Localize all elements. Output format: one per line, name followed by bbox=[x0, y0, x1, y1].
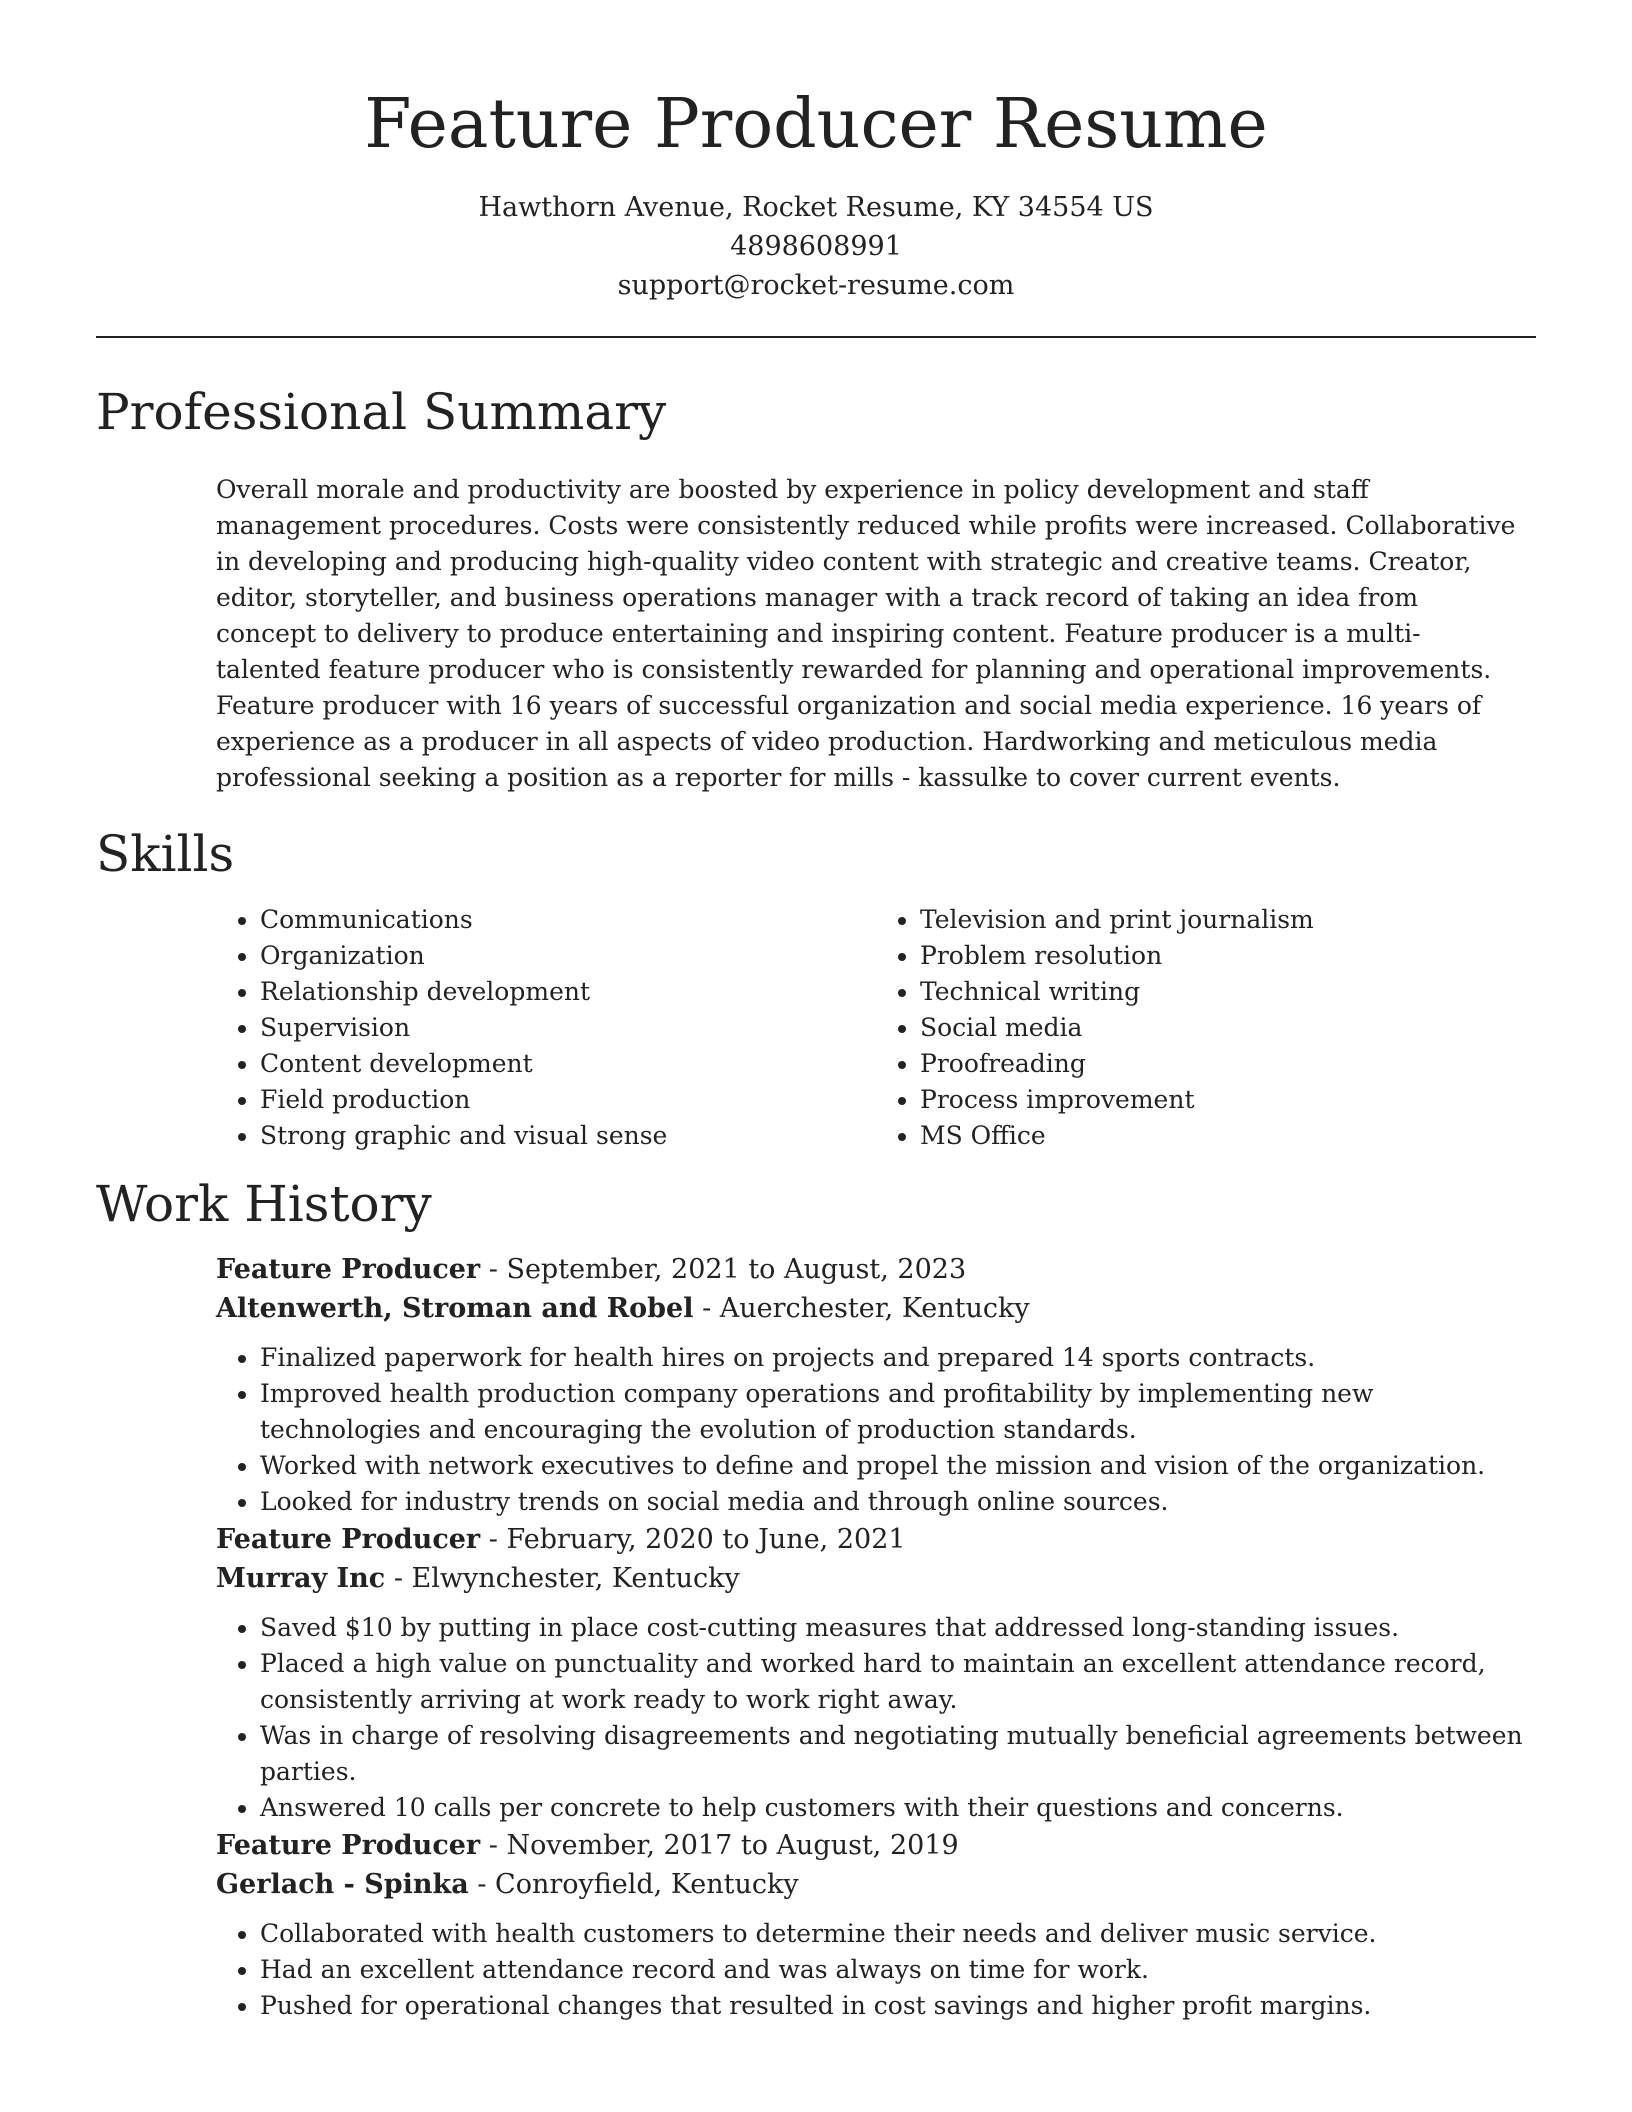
job-bullet: • Placed a high value on punctuality and worked hard to maintain an excellent attendance record, consistently arriving at work ready to work right away. bbox=[260, 1646, 1524, 1718]
work-history-list bbox=[96, 1250, 1536, 2024]
job-bullet: • Improved health production company operations and profitability by implementing new technologies and encouraging the evolution of production standards. bbox=[260, 1376, 1524, 1448]
job-title-line bbox=[216, 1520, 1524, 1559]
job-role: Feature Producer bbox=[216, 1523, 481, 1555]
job-title-line bbox=[216, 1826, 1524, 1865]
job-bullets bbox=[216, 1340, 1524, 1520]
job-bullet: • Finalized paperwork for health hires on projects and prepared 14 sports contracts. bbox=[260, 1340, 1524, 1376]
job-bullet: • Collaborated with health customers to determine their needs and deliver music service. bbox=[260, 1916, 1524, 1952]
skill-item: • MS Office bbox=[920, 1118, 1536, 1154]
company-line bbox=[216, 1289, 1524, 1328]
job-dates: - February, 2020 to June, 2021 bbox=[480, 1523, 906, 1555]
job-dates: - November, 2017 to August, 2019 bbox=[480, 1829, 959, 1861]
work-history-heading: Work History bbox=[96, 1174, 432, 1233]
job-role: Feature Producer bbox=[216, 1253, 481, 1285]
job-bullet: • Was in charge of resolving disagreements and negotiating mutually beneficial agreements between parties. bbox=[260, 1718, 1524, 1790]
company-name: Altenwerth, Stroman and Robel bbox=[216, 1292, 694, 1324]
job-role: Feature Producer bbox=[216, 1829, 481, 1861]
job-entry bbox=[216, 1826, 1524, 2024]
address: Hawthorn Avenue, Rocket Resume, KY 34554 US bbox=[478, 191, 1154, 223]
job-entry bbox=[216, 1520, 1524, 1826]
skill-item: • Field production bbox=[260, 1082, 876, 1118]
skills-column-left bbox=[216, 902, 876, 1154]
skill-item: • Social media bbox=[920, 1010, 1536, 1046]
skills-column-right bbox=[876, 902, 1536, 1154]
company-line bbox=[216, 1865, 1524, 1904]
skill-item: • Organization bbox=[260, 938, 876, 974]
job-bullet: • Answered 10 calls per concrete to help customers with their questions and concerns. bbox=[260, 1790, 1524, 1826]
company-name: Gerlach - Spinka bbox=[216, 1868, 469, 1900]
header-divider bbox=[96, 336, 1536, 338]
job-bullet: • Saved $10 by putting in place cost-cutting measures that addressed long-standing issues. bbox=[260, 1610, 1524, 1646]
phone: 4898608991 bbox=[730, 230, 902, 262]
skill-item: • Problem resolution bbox=[920, 938, 1536, 974]
skills-heading: Skills bbox=[96, 824, 235, 883]
resume-title: Feature Producer Resume bbox=[364, 85, 1268, 164]
summary-heading: Professional Summary bbox=[96, 382, 667, 441]
email: support@rocket-resume.com bbox=[617, 269, 1015, 301]
job-bullets bbox=[216, 1610, 1524, 1826]
company-line bbox=[216, 1559, 1524, 1598]
job-bullets bbox=[216, 1916, 1524, 2024]
job-bullet: • Looked for industry trends on social media and through online sources. bbox=[260, 1484, 1524, 1520]
job-dates: - September, 2021 to August, 2023 bbox=[480, 1253, 967, 1285]
company-name: Murray Inc bbox=[216, 1562, 386, 1594]
job-entry bbox=[216, 1250, 1524, 1520]
skill-item: • Content development bbox=[260, 1046, 876, 1082]
company-location: - Auerchester, Kentucky bbox=[693, 1292, 1030, 1324]
company-location: - Elwynchester, Kentucky bbox=[385, 1562, 740, 1594]
job-bullet: • Worked with network executives to define and propel the mission and vision of the organization. bbox=[260, 1448, 1524, 1484]
skill-item: • Technical writing bbox=[920, 974, 1536, 1010]
skill-item: • Television and print journalism bbox=[920, 902, 1536, 938]
summary-text: Overall morale and productivity are boosted by experience in policy development and staff management procedures. Costs were consistently reduced while profits were increased. Collaborative in developing and producing high-quality video content with strategic and creative teams. Creator, editor, storyteller, and business operations manager with a track record of taking an idea from concept to delivery to produce entertaining and inspiring content. Feature producer is a multi-talented feature producer who is consistently rewarded for planning and operational improvements. Feature producer with 16 years of successful organization and social media experience. 16 years of experience as a producer in all aspects of video production. Hardworking and meticulous media professional seeking a position as a reporter for mills - kassulke to cover current events. bbox=[216, 474, 1516, 792]
job-bullet: • Pushed for operational changes that resulted in cost savings and higher profit margins. bbox=[260, 1988, 1524, 2024]
skill-item: • Communications bbox=[260, 902, 876, 938]
company-location: - Conroyfield, Kentucky bbox=[468, 1868, 799, 1900]
skill-item: • Strong graphic and visual sense bbox=[260, 1118, 876, 1154]
job-title-line bbox=[216, 1250, 1524, 1289]
resume-header bbox=[96, 0, 1536, 305]
skill-item: • Supervision bbox=[260, 1010, 876, 1046]
skill-item: • Proofreading bbox=[920, 1046, 1536, 1082]
job-bullet: • Had an excellent attendance record and was always on time for work. bbox=[260, 1952, 1524, 1988]
skill-item: • Process improvement bbox=[920, 1082, 1536, 1118]
skill-item: • Relationship development bbox=[260, 974, 876, 1010]
skills-list bbox=[216, 902, 1536, 1154]
